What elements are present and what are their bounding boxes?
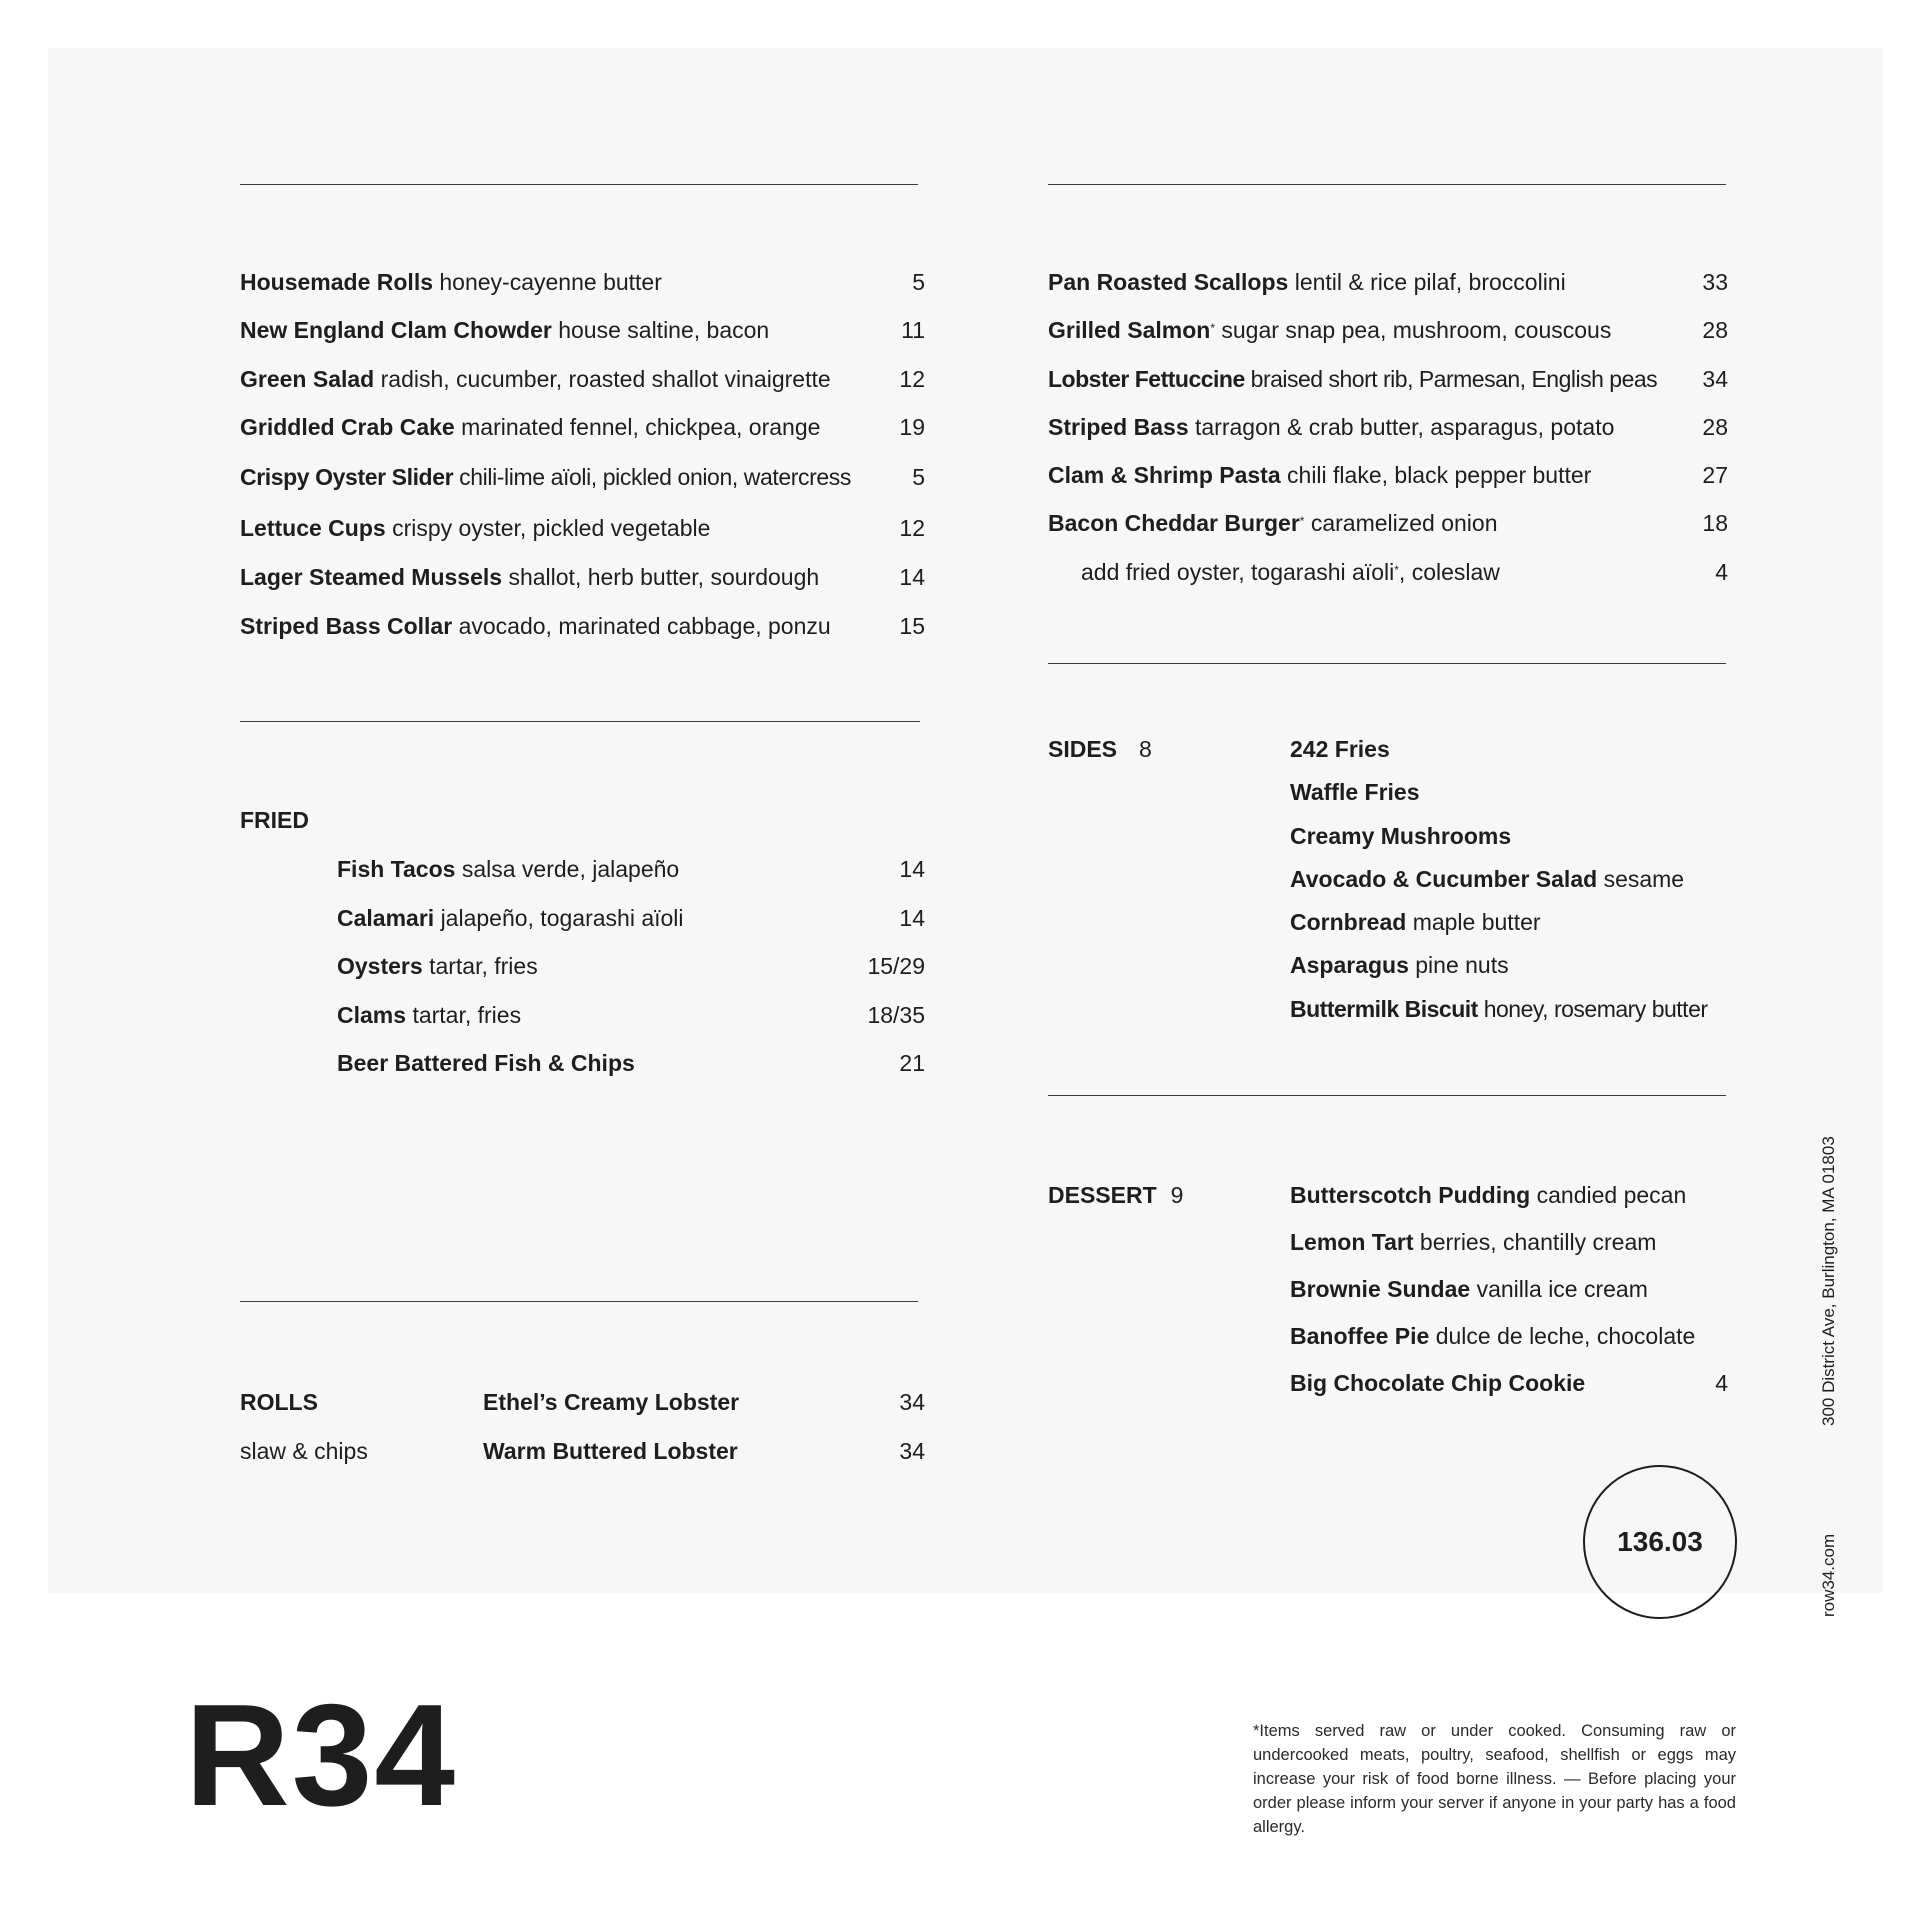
raw-asterisk: * xyxy=(1299,514,1305,528)
dessert-price: 9 xyxy=(1170,1182,1184,1208)
item-description: maple butter xyxy=(1412,909,1541,935)
item-name: Fish Tacos xyxy=(337,856,456,882)
item-price: 15/29 xyxy=(867,953,925,979)
sides-price: 8 xyxy=(1139,736,1152,762)
item-name: Bacon Cheddar Burger xyxy=(1048,510,1300,536)
addon-price: 4 xyxy=(1715,559,1728,585)
menu-item xyxy=(337,951,538,981)
section-title-rolls: ROLLS xyxy=(240,1389,318,1415)
item-description: sesame xyxy=(1603,866,1685,892)
item-description: chili flake, black pepper butter xyxy=(1287,462,1592,488)
item-description: sugar snap pea, mushroom, couscous xyxy=(1221,317,1612,343)
item-price: 33 xyxy=(1702,269,1728,295)
menu-item xyxy=(1290,1227,1656,1257)
divider-sides xyxy=(1048,663,1726,664)
item-price: 18 xyxy=(1702,510,1728,536)
item-description: honey, rosemary butter xyxy=(1483,996,1708,1022)
divider-top-left xyxy=(240,184,918,185)
menu-item xyxy=(240,412,820,442)
item-name: Green Salad xyxy=(240,366,375,392)
item-description: tarragon & crab butter, asparagus, potato xyxy=(1195,414,1615,440)
menu-item xyxy=(1290,864,1684,894)
raw-asterisk: * xyxy=(1394,563,1399,577)
menu-item xyxy=(240,611,831,641)
logo: R34 xyxy=(185,1674,457,1836)
menu-item xyxy=(1048,364,1657,394)
menu-item xyxy=(1290,1274,1648,1304)
item-name: 242 Fries xyxy=(1290,736,1390,762)
item-name: Oysters xyxy=(337,953,423,979)
item-description: jalapeño, togarashi aïoli xyxy=(440,905,684,931)
item-name: Asparagus xyxy=(1290,952,1409,978)
menu-item xyxy=(337,854,679,884)
addon-text-end: , coleslaw xyxy=(1398,559,1500,585)
item-name: Crispy Oyster Slider xyxy=(240,464,454,490)
item-price: 28 xyxy=(1702,414,1728,440)
raw-asterisk: * xyxy=(1210,321,1215,335)
item-description: honey-cayenne butter xyxy=(439,269,662,295)
item-price: 12 xyxy=(899,366,925,392)
menu-item xyxy=(240,267,662,297)
item-name: Banoffee Pie xyxy=(1290,1323,1430,1349)
address-text: 300 District Ave, Burlington, MA 01803 xyxy=(1819,1136,1838,1426)
item-price: 14 xyxy=(899,856,925,882)
menu-item xyxy=(483,1436,738,1466)
item-description: avocado, marinated cabbage, ponzu xyxy=(458,613,831,639)
website-text: row34.com xyxy=(1819,1533,1838,1617)
divider-top-right xyxy=(1048,184,1726,185)
item-description: radish, cucumber, roasted shallot vinaigrette xyxy=(380,366,831,392)
item-description: lentil & rice pilaf, broccolini xyxy=(1294,269,1566,295)
item-name: Grilled Salmon xyxy=(1048,317,1211,343)
item-name: Lettuce Cups xyxy=(240,515,386,541)
menu-item xyxy=(240,364,831,394)
item-description: candied pecan xyxy=(1536,1182,1687,1208)
item-name: Warm Buttered Lobster xyxy=(483,1438,738,1464)
item-name: Striped Bass Collar xyxy=(240,613,453,639)
item-name: Big Chocolate Chip Cookie xyxy=(1290,1370,1586,1396)
menu-item xyxy=(240,513,710,543)
divider-rolls xyxy=(240,1301,918,1302)
item-description: chili-lime aïoli, pickled onion, watercress xyxy=(459,464,852,490)
menu-item xyxy=(337,1000,521,1030)
item-description: shallot, herb butter, sourdough xyxy=(508,564,820,590)
item-description: dulce de leche, chocolate xyxy=(1435,1323,1696,1349)
item-name: Buttermilk Biscuit xyxy=(1290,996,1478,1022)
divider-fried xyxy=(240,721,920,722)
item-name: Brownie Sundae xyxy=(1290,1276,1471,1302)
menu-item xyxy=(337,1048,635,1078)
item-price: 19 xyxy=(899,414,925,440)
menu-item xyxy=(1290,907,1541,937)
item-description: tartar, fries xyxy=(412,1002,522,1028)
item-price: 34 xyxy=(899,1438,925,1464)
item-price: 14 xyxy=(899,905,925,931)
item-price: 5 xyxy=(912,464,925,490)
menu-item xyxy=(1290,1321,1695,1351)
item-name: Clams xyxy=(337,1002,407,1028)
item-price: 21 xyxy=(899,1050,925,1076)
item-name: New England Clam Chowder xyxy=(240,317,552,343)
item-name: Beer Battered Fish & Chips xyxy=(337,1050,635,1076)
sides-title: SIDES xyxy=(1048,736,1118,762)
menu-item xyxy=(1048,267,1566,297)
section-title-fried: FRIED xyxy=(240,807,309,833)
item-price: 34 xyxy=(899,1389,925,1415)
item-name: Avocado & Cucumber Salad xyxy=(1290,866,1598,892)
total-badge: 136.03 xyxy=(1583,1465,1737,1619)
item-name: Calamari xyxy=(337,905,435,931)
item-description: salsa verde, jalapeño xyxy=(461,856,680,882)
menu-item xyxy=(1290,1368,1585,1398)
menu-item xyxy=(1290,950,1509,980)
menu-item xyxy=(337,903,684,933)
menu-item xyxy=(240,562,819,592)
item-price: 34 xyxy=(1702,366,1728,392)
section-title-sides xyxy=(1048,734,1152,764)
menu-item xyxy=(1048,412,1614,442)
addon-text: add fried oyster, togarashi aïoli xyxy=(1081,559,1395,585)
menu-item xyxy=(1048,508,1498,538)
item-price: 5 xyxy=(912,269,925,295)
menu-item xyxy=(240,462,851,492)
item-name: Lemon Tart xyxy=(1290,1229,1414,1255)
item-price: 12 xyxy=(899,515,925,541)
item-description: house saltine, bacon xyxy=(558,317,770,343)
menu-item xyxy=(1290,821,1511,851)
item-description: berries, chantilly cream xyxy=(1419,1229,1657,1255)
item-price: 18/35 xyxy=(867,1002,925,1028)
item-name: Cornbread xyxy=(1290,909,1407,935)
allergy-disclaimer: *Items served raw or under cooked. Consuming raw or undercooked meats, poultry, seafood, shellfish or eggs may increase your risk of food borne illness. — Before placing your order please inform your server if anyone in your party has a food allergy. xyxy=(1253,1722,1736,1836)
item-description: crispy oyster, pickled vegetable xyxy=(392,515,711,541)
item-price: 4 xyxy=(1715,1370,1728,1396)
item-price: 14 xyxy=(899,564,925,590)
item-name: Butterscotch Pudding xyxy=(1290,1182,1531,1208)
item-name: Lager Steamed Mussels xyxy=(240,564,503,590)
item-description: caramelized onion xyxy=(1310,510,1498,536)
item-name: Waffle Fries xyxy=(1290,779,1420,805)
item-price: 27 xyxy=(1702,462,1728,488)
item-name: Clam & Shrimp Pasta xyxy=(1048,462,1281,488)
section-title-dessert xyxy=(1048,1180,1183,1210)
item-price: 11 xyxy=(901,317,925,343)
item-description: braised short rib, Parmesan, English peas xyxy=(1250,366,1658,392)
item-name: Pan Roasted Scallops xyxy=(1048,269,1289,295)
item-name: Lobster Fettuccine xyxy=(1048,366,1245,392)
item-name: Striped Bass xyxy=(1048,414,1189,440)
item-name: Ethel’s Creamy Lobster xyxy=(483,1389,740,1415)
rolls-subtitle: slaw & chips xyxy=(240,1438,368,1464)
menu-item xyxy=(240,315,769,345)
item-price: 15 xyxy=(899,613,925,639)
dessert-title: DESSERT xyxy=(1048,1182,1157,1208)
menu-item xyxy=(1048,460,1591,490)
menu-item xyxy=(1290,1180,1686,1210)
item-description: pine nuts xyxy=(1415,952,1509,978)
item-description: vanilla ice cream xyxy=(1476,1276,1648,1302)
item-price: 28 xyxy=(1702,317,1728,343)
item-name: Creamy Mushrooms xyxy=(1290,823,1512,849)
item-name: Housemade Rolls xyxy=(240,269,433,295)
item-description: tartar, fries xyxy=(429,953,538,979)
menu-item xyxy=(1048,315,1611,345)
item-description: marinated fennel, chickpea, orange xyxy=(461,414,821,440)
item-name: Griddled Crab Cake xyxy=(240,414,455,440)
burger-addon xyxy=(1081,557,1500,587)
menu-item xyxy=(1290,777,1420,807)
divider-dessert xyxy=(1048,1095,1726,1096)
menu-item xyxy=(1290,734,1390,764)
menu-item xyxy=(483,1387,739,1417)
menu-item xyxy=(1290,994,1708,1024)
